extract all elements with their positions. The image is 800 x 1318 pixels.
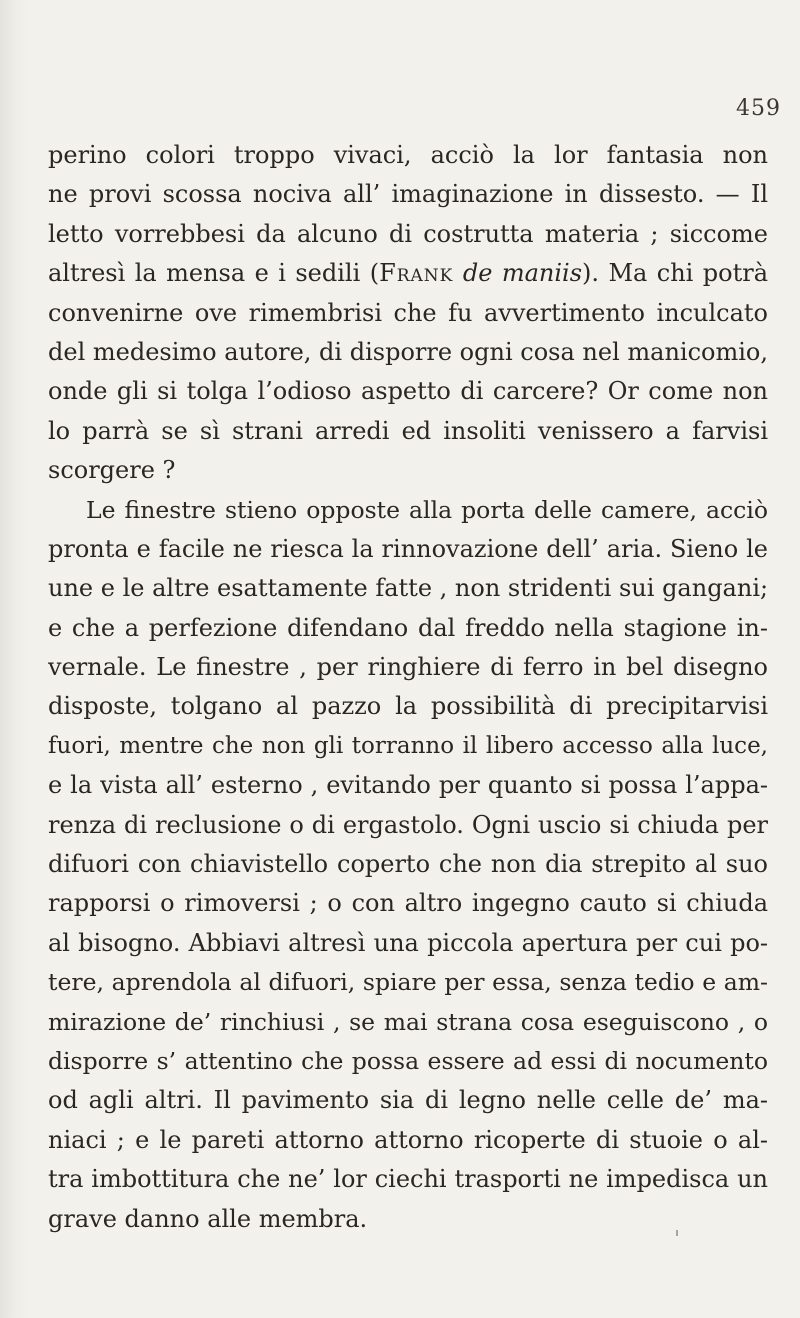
text-line: al bisogno. Abbiavi altresì una piccola apertura per cui po- [48, 928, 768, 957]
text-line: grave danno alle membra. [48, 1204, 368, 1233]
text-line: fuori, mentre che non gli torranno il libero accesso alla luce, [48, 732, 768, 759]
text-line: lo parrà se sì strani arredi ed insoliti venissero a farvisi [48, 416, 768, 445]
page-number: 459 [736, 96, 781, 121]
text-line: niaci ; e le pareti attorno attorno ricoperte di stuoie o al- [48, 1125, 768, 1154]
text-line: tra imbottitura che ne’ lor ciechi trasporti ne impedisca un [48, 1165, 768, 1194]
text-line: del medesimo autore, di disporre ogni cosa nel manicomio, [48, 337, 768, 366]
text-line: e che a perfezione difendano dal freddo nella stagione in- [48, 613, 768, 642]
text-line: tere, aprendola al difuori, spiare per essa, senza tedio e am- [48, 968, 768, 997]
text-line: disposte, tolgano al pazzo la possibilità di precipitarvisi [48, 692, 768, 721]
work-title: de maniis [462, 259, 583, 288]
text-line: une e le altre esattamente fatte , non stridenti sui gangani; [48, 574, 768, 603]
paper-speck [676, 1230, 678, 1236]
text-run [453, 259, 462, 287]
text-run: ). Ma chi potrà [582, 259, 768, 288]
text-line: e la vista all’ esterno , evitando per quanto si possa l’appa- [48, 771, 768, 800]
body-text [48, 136, 768, 1239]
text-line: Le finestre stieno opposte alla porta delle camere, acciò [86, 495, 768, 524]
text-line [48, 254, 768, 293]
text-line: scorgere ? [48, 456, 176, 485]
text-line: ne provi scossa nociva all’ imaginazione in dissesto. — Il [48, 180, 768, 209]
text-line: disporre s’ attentino che possa essere ad essi di nocumento [48, 1046, 768, 1075]
text-line: od agli altri. Il pavimento sia di legno nelle celle de’ ma- [48, 1086, 768, 1115]
text-line: vernale. Le finestre , per ringhiere di ferro in bel disegno [48, 653, 768, 682]
text-line: onde gli si tolga l’odioso aspetto di carcere? Or come non [48, 377, 768, 406]
text-line: renza di reclusione o di ergastolo. Ogni uscio si chiuda per [48, 810, 768, 839]
author-name: Frank [379, 259, 454, 288]
text-line: mirazione de’ rinchiusi , se mai strana cosa eseguiscono , o [48, 1007, 768, 1036]
text-line: letto vorrebbesi da alcuno di costrutta materia ; siccome [48, 219, 768, 248]
text-line: rapporsi o rimoversi ; o con altro ingegno cauto si chiuda [48, 889, 768, 918]
text-line: pronta e facile ne riesca la rinnovazione dell’ aria. Sieno le [48, 534, 768, 563]
text-run: altresì la mensa e i sedili ( [48, 259, 380, 288]
text-line: convenirne ove rimembrisi che fu avvertimento inculcato [48, 298, 768, 327]
text-line: perino colori troppo vivaci, acciò la lor fantasia non [48, 141, 768, 169]
text-line: difuori con chiavistello coperto che non dia strepito al suo [48, 850, 768, 879]
